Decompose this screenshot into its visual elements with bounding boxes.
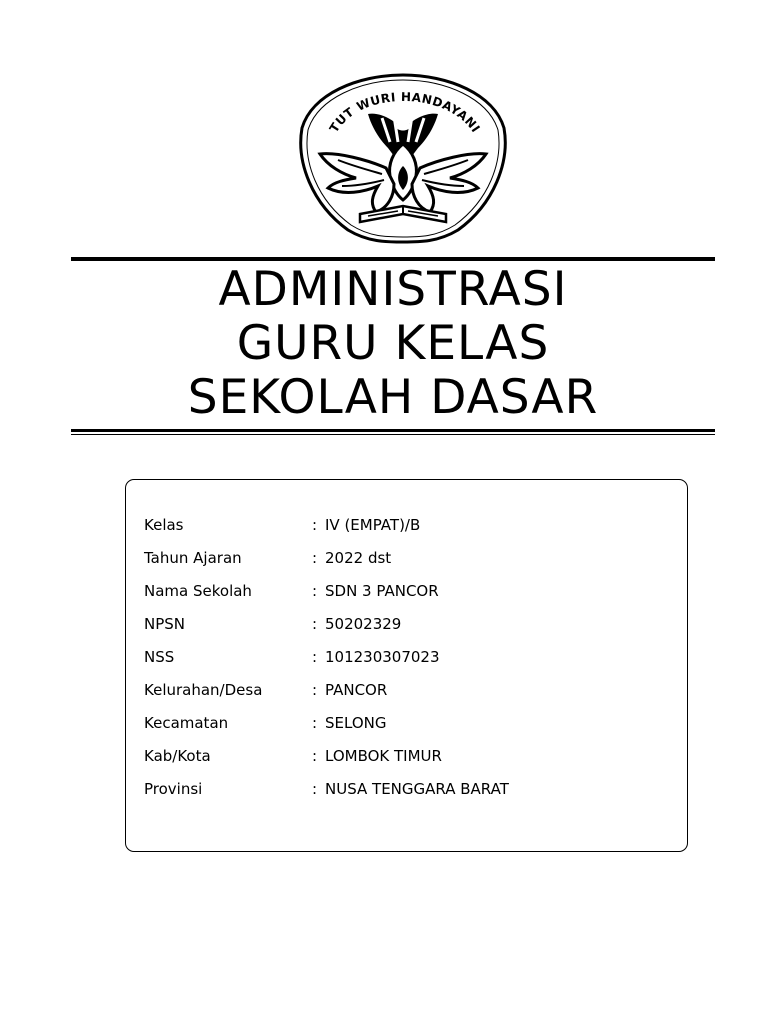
- info-value: SELONG: [325, 714, 387, 732]
- info-separator: :: [312, 714, 318, 732]
- info-label: Tahun Ajaran: [144, 549, 242, 567]
- info-separator: :: [312, 747, 318, 765]
- top-divider: [71, 257, 715, 261]
- title-line-2: GURU KELAS: [236, 316, 550, 371]
- info-separator: :: [312, 681, 318, 699]
- info-value: SDN 3 PANCOR: [325, 582, 439, 600]
- tut-wuri-handayani-emblem-icon: [298, 72, 508, 244]
- info-value: 50202329: [325, 615, 402, 633]
- info-value: 101230307023: [325, 648, 440, 666]
- bottom-divider-thick: [71, 429, 715, 432]
- info-separator: :: [312, 582, 318, 600]
- info-separator: :: [312, 648, 318, 666]
- info-label: NPSN: [144, 615, 186, 633]
- motto-text: TUT WURI HANDAYANI: [326, 89, 483, 136]
- info-label: Kecamatan: [144, 714, 229, 732]
- info-label: Kelurahan/Desa: [144, 681, 263, 699]
- info-separator: :: [312, 549, 318, 567]
- info-value: NUSA TENGGARA BARAT: [325, 780, 509, 798]
- info-value: IV (EMPAT)/B: [325, 516, 421, 534]
- document-title: [71, 263, 715, 425]
- school-info-box: [125, 479, 688, 852]
- info-value: LOMBOK TIMUR: [325, 747, 442, 765]
- info-label: Kab/Kota: [144, 747, 211, 765]
- info-label: NSS: [144, 648, 175, 666]
- info-label: Nama Sekolah: [144, 582, 252, 600]
- info-value: PANCOR: [325, 681, 388, 699]
- info-value: 2022 dst: [325, 549, 392, 567]
- title-line-3: SEKOLAH DASAR: [187, 370, 599, 425]
- bottom-divider-thin: [71, 434, 715, 435]
- info-separator: :: [312, 615, 318, 633]
- info-separator: :: [312, 780, 318, 798]
- title-line-1: ADMINISTRASI: [218, 262, 568, 317]
- info-separator: :: [312, 516, 318, 534]
- info-label: Kelas: [144, 516, 184, 534]
- info-label: Provinsi: [144, 780, 203, 798]
